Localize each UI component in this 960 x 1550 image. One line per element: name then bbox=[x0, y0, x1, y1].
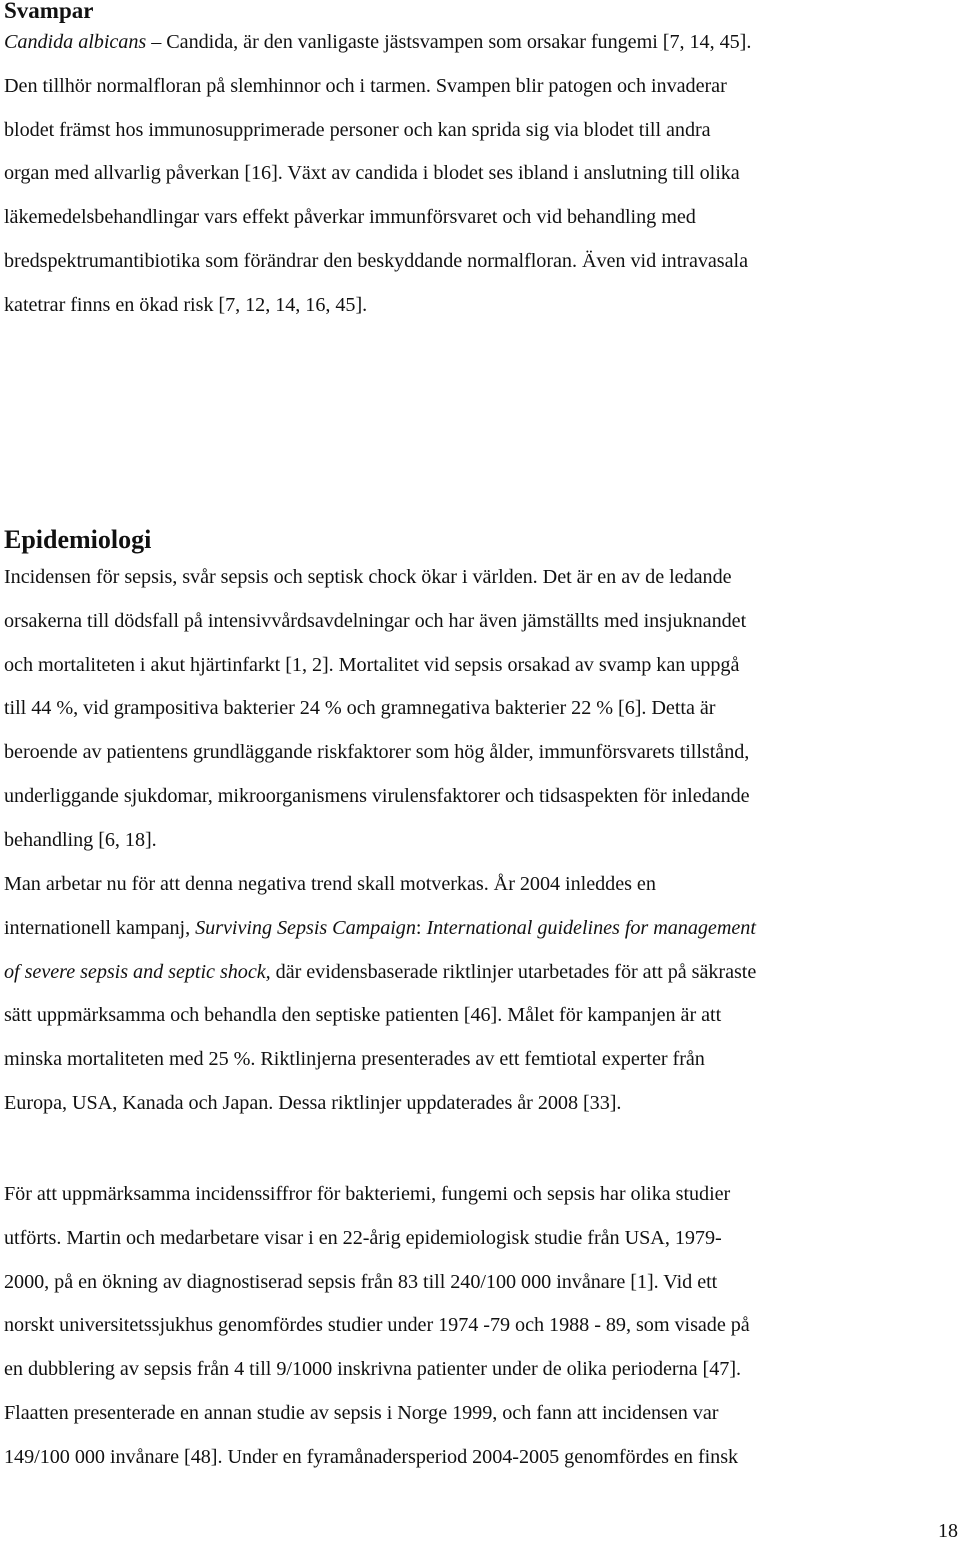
epidemiologi-p2-line: Man arbetar nu för att denna negativa trend skall motverkas. År 2004 inleddes en bbox=[4, 873, 656, 895]
epidemiologi-p1-line: behandling [6, 18]. bbox=[4, 828, 157, 851]
svampar-line: katetrar finns en ökad risk [7, 12, 14, 16, 45]. bbox=[4, 293, 368, 316]
paragraph-epidemiologi-3 bbox=[4, 1173, 956, 1480]
epidemiologi-p2-line: internationell kampanj, Surviving Sepsis Campaign: International guidelines for management bbox=[4, 916, 756, 939]
epidemiologi-p3-line: 2000, på en ökning av diagnostiserad sepsis från 83 till 240/100 000 invånare [1]. Vid ett bbox=[4, 1270, 718, 1293]
epidemiologi-p3-line: Flaatten presenterade en annan studie av sepsis i Norge 1999, och fann att incidensen var bbox=[4, 1401, 719, 1424]
epidemiologi-p1-line: orsakerna till dödsfall på intensivvårdsavdelningar och har även jämställts med insjuknandet bbox=[4, 609, 747, 632]
page-number: 18 bbox=[938, 1520, 958, 1542]
paragraph-svampar bbox=[4, 21, 956, 328]
epidemiologi-p3-line: 149/100 000 invånare [48]. Under en fyramånadersperiod 2004-2005 genomfördes en finsk bbox=[4, 1445, 739, 1468]
section-heading-epidemiologi: Epidemiologi bbox=[4, 525, 152, 554]
epidemiologi-p3-line: utförts. Martin och medarbetare visar i en 22-årig epidemiologisk studie från USA, 1979- bbox=[4, 1226, 722, 1249]
epidemiologi-p2-line: of severe sepsis and septic shock, där evidensbaserade riktlinjer utarbetades för att på säkraste bbox=[4, 960, 757, 983]
epidemiologi-p1-line: till 44 %, vid grampositiva bakterier 24 % och gramnegativa bakterier 22 % [6]. Detta är bbox=[4, 697, 716, 720]
epidemiologi-p2-line: minska mortaliteten med 25 %. Riktlinjerna presenterades av ett femtiotal experter från bbox=[4, 1048, 705, 1071]
epidemiologi-p1-line: beroende av patientens grundläggande riskfaktorer som hög ålder, immunförsvarets tillstånd, bbox=[4, 741, 750, 764]
svampar-line: Den tillhör normalfloran på slemhinnor och i tarmen. Svampen blir patogen och invaderar bbox=[4, 74, 727, 97]
epidemiologi-p3-line: en dubblering av sepsis från 4 till 9/1000 inskrivna patienter under de olika perioderna [47]. bbox=[4, 1358, 741, 1381]
epidemiologi-p3-line: norskt universitetssjukhus genomfördes studier under 1974 -79 och 1988 - 89, som visade på bbox=[4, 1314, 750, 1337]
epidemiologi-p2-line: Europa, USA, Kanada och Japan. Dessa riktlinjer uppdaterades år 2008 [33]. bbox=[4, 1091, 622, 1114]
svampar-line: organ med allvarlig påverkan [16]. Växt av candida i blodet ses ibland i anslutning till olika bbox=[4, 162, 740, 185]
paragraph-epidemiologi-1 bbox=[4, 556, 956, 863]
svampar-line: läkemedelsbehandlingar vars effekt påverkar immunförsvaret och vid behandling med bbox=[4, 206, 696, 229]
section-heading-svampar: Svampar bbox=[4, 0, 94, 23]
svampar-line: bredspektrumantibiotika som förändrar den beskyddande normalfloran. Även vid intravasala bbox=[4, 249, 748, 272]
epidemiologi-p1-line: Incidensen för sepsis, svår sepsis och septisk chock ökar i världen. Det är en av de ledande bbox=[4, 566, 732, 588]
svampar-line: blodet främst hos immunosupprimerade personer och kan sprida sig via blodet till andra bbox=[4, 118, 711, 141]
epidemiologi-p1-line: underliggande sjukdomar, mikroorganismens virulensfaktorer och tidsaspekten för inledande bbox=[4, 784, 750, 807]
epidemiologi-p2-line: sätt uppmärksamma och behandla den septiske patienten [46]. Målet för kampanjen är att bbox=[4, 1004, 722, 1027]
paragraph-epidemiologi-2 bbox=[4, 863, 956, 1126]
epidemiologi-p3-line: För att uppmärksamma incidenssiffror för bakteriemi, fungemi och sepsis har olika studier bbox=[4, 1183, 731, 1205]
epidemiologi-p1-line: och mortaliteten i akut hjärtinfarkt [1, 2]. Mortalitet vid sepsis orsakad av svamp kan uppgå bbox=[4, 653, 740, 676]
svampar-line: Candida albicans – Candida, är den vanligaste jästsvampen som orsakar fungemi [7, 14, 45]. bbox=[4, 31, 752, 53]
